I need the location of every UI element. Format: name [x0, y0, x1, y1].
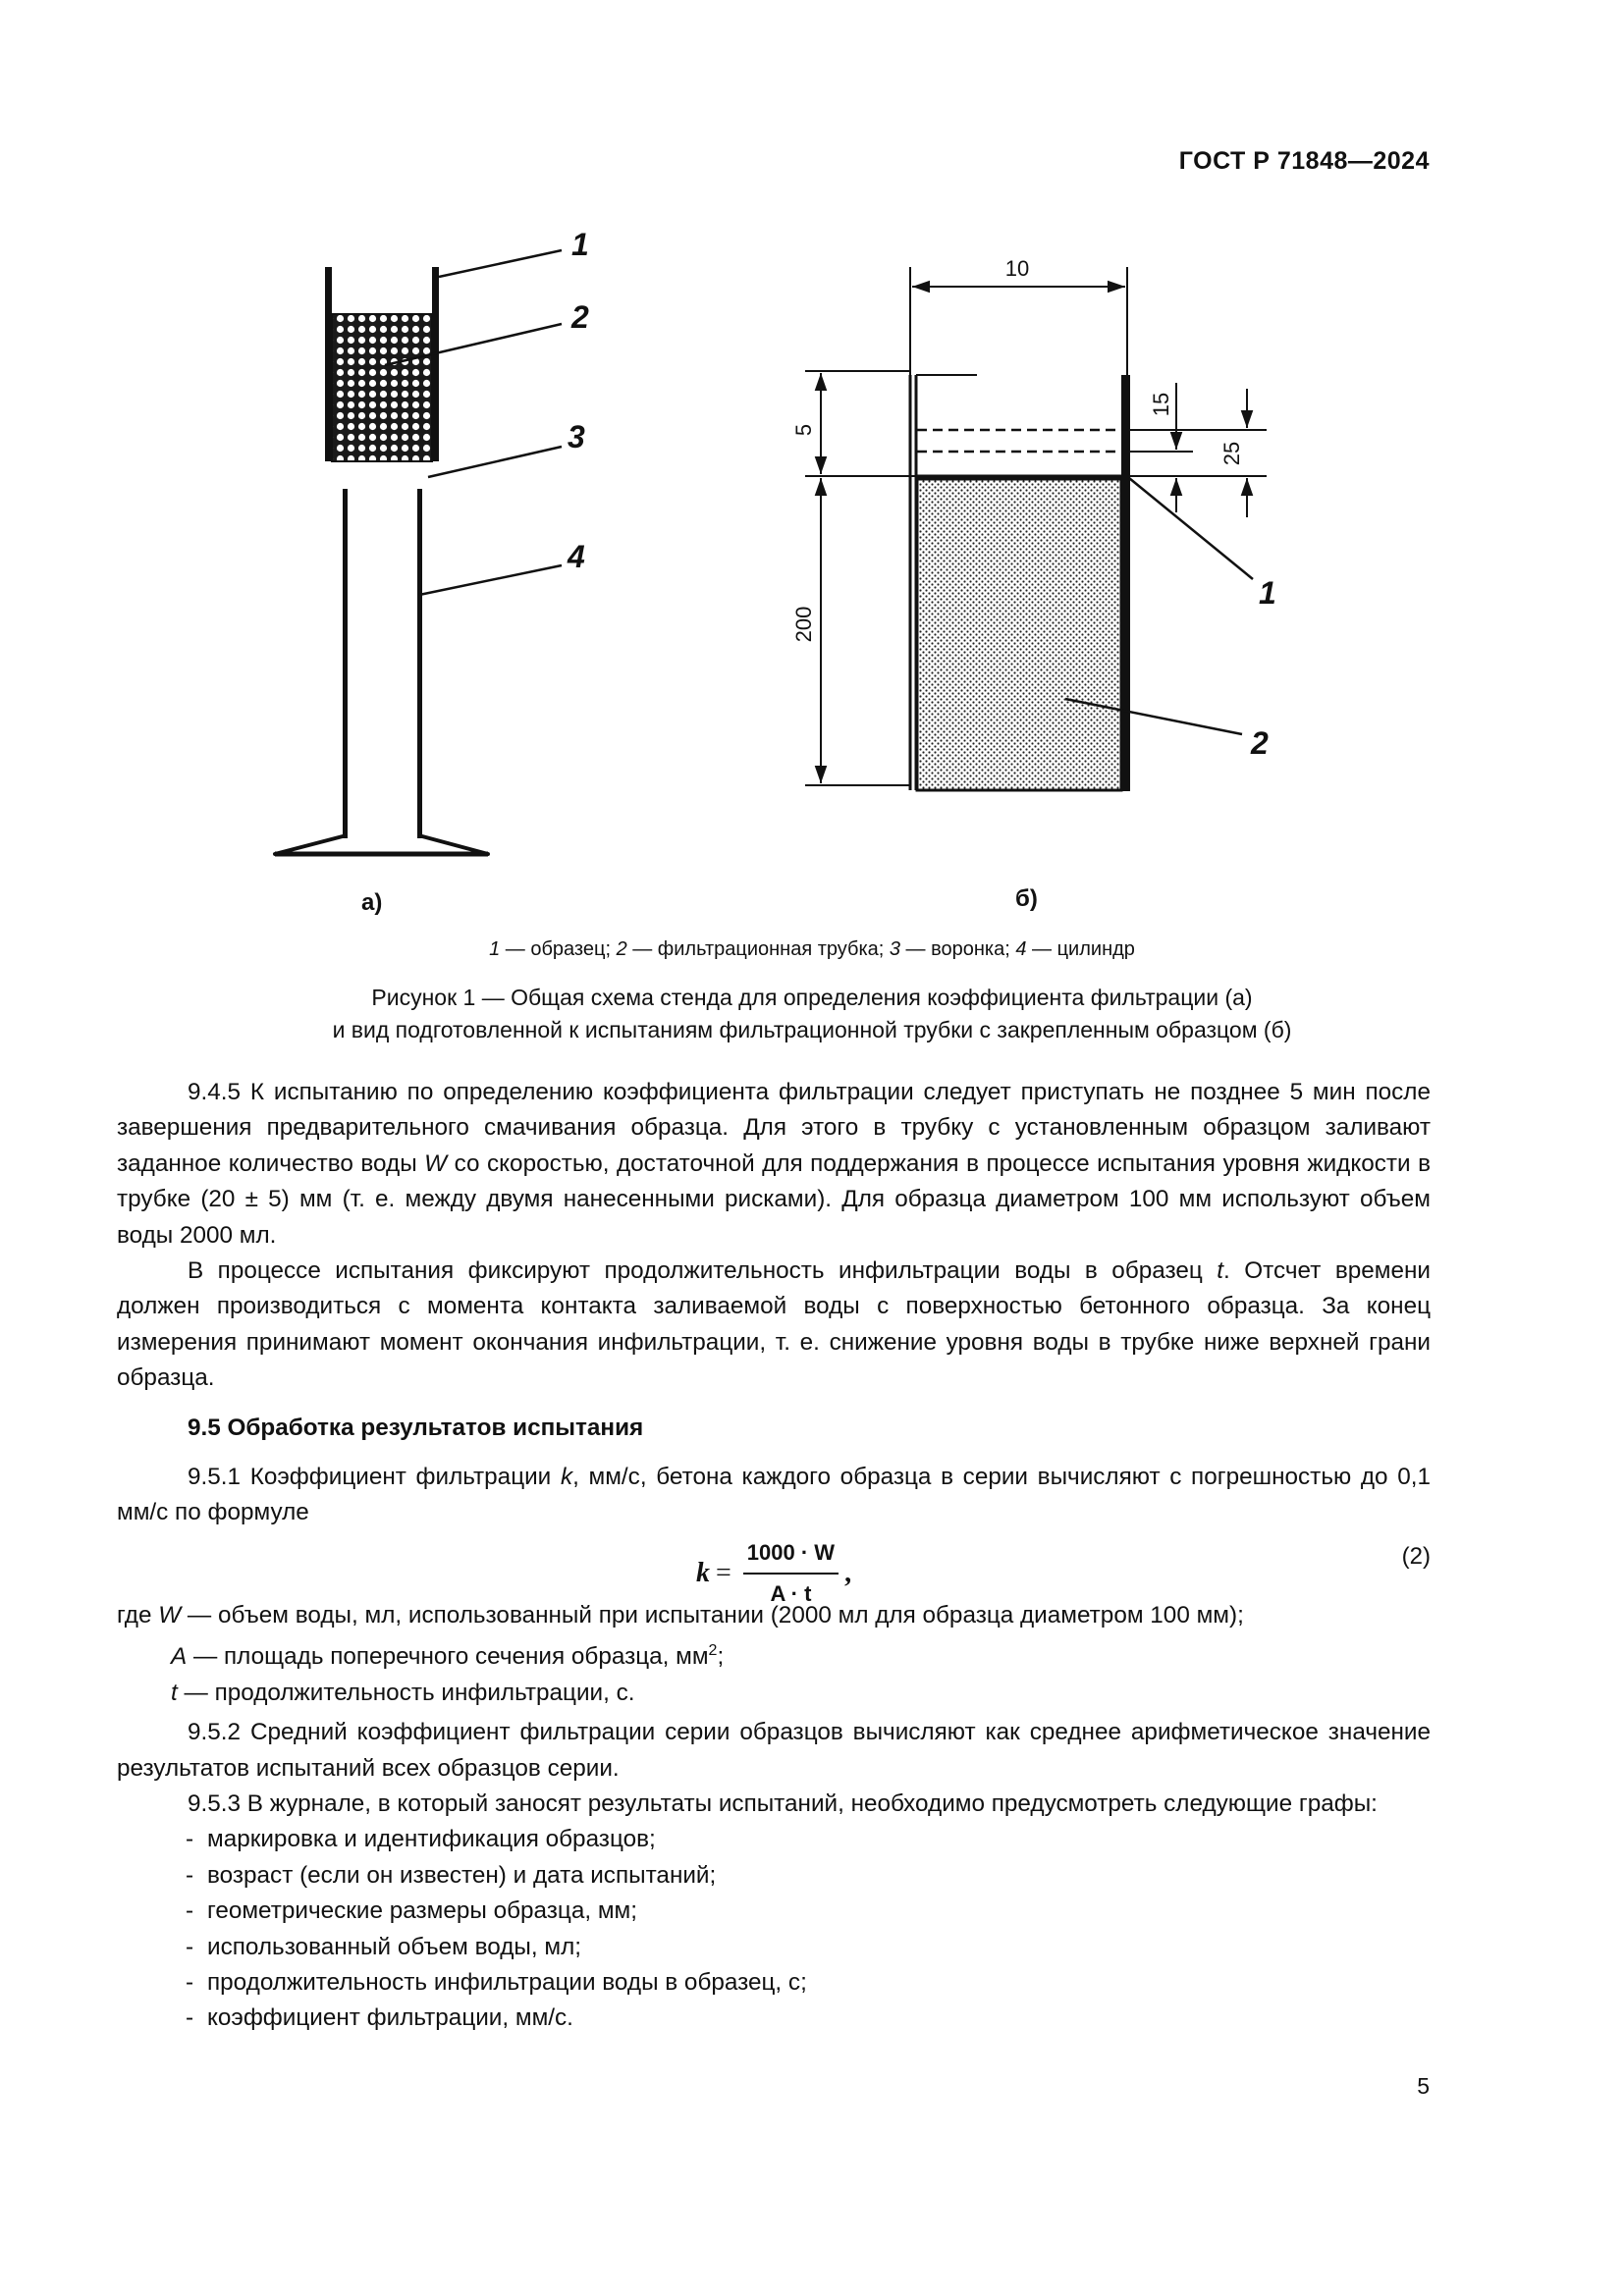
figure-part-a-label: а)	[361, 889, 383, 916]
tube-left-wall	[325, 267, 332, 461]
formula-expression: k = $\frac{1000 \cdot W}{A \cdot t}$ ,	[696, 1535, 851, 1613]
legend-text: — образец;	[500, 938, 617, 960]
list-item: - использованный объем воды, мл;	[186, 1930, 1431, 1965]
callout-a-1: 1	[571, 227, 589, 262]
list-item: - геометрические размеры образца, мм;	[186, 1894, 1431, 1929]
paragraph-9-4-5-cont: В процессе испытания фиксируют продолжительность инфильтрации воды в образец t. Отсчет времени должен производиться с момента контакта заливаемой воды с поверхностью бетонного образца. За конец измерения принимают момент окончания инфильтрации, т. е. снижение уровня воды в трубке ниже верхней грани образца.	[117, 1257, 1431, 1392]
document-code: ГОСТ Р 71848—2024	[1178, 147, 1430, 175]
journal-columns-list	[117, 1822, 1431, 2036]
dim-height: 200	[791, 606, 816, 643]
paragraph-9-5-3: 9.5.3 В журнале, в который заносят результаты испытаний, необходимо предусмотреть следующие графы:	[188, 1790, 1378, 1817]
legend-text: — фильтрационная трубка;	[626, 938, 890, 960]
def-t: t — продолжительность инфильтрации, с.	[171, 1679, 635, 1706]
dim-width: 10	[1004, 256, 1030, 281]
part-a-drawing	[275, 250, 562, 854]
paragraph-9-4-5: 9.4.5 К испытанию по определению коэффициента фильтрации следует приступать не позднее 5 мин после завершения предварительного смачивания образца. Для этого в трубку с установленным образцом заливают заданное количество воды W со скоростью, достаточной для поддержания в процессе испытания уровня жидкости в трубке (20 ± 5) мм (т. е. между двумя нанесенными рисками). Для образца диаметром 100 мм используют объем воды 2000 мл.	[117, 1079, 1431, 1249]
callout-a-2: 2	[571, 299, 589, 335]
callout-b-1: 1	[1259, 575, 1276, 611]
part-b-drawing	[805, 267, 1267, 791]
symbol-t: t	[1217, 1257, 1224, 1285]
dim-mark-15: 15	[1149, 392, 1173, 417]
callout-a-4: 4	[568, 539, 585, 574]
paragraph-9-5-1: 9.5.1 Коэффициент фильтрации k, мм/с, бетона каждого образца в серии вычисляют с погрешностью до 0,1 мм/с по формуле	[117, 1464, 1431, 1526]
symbol-w: W	[424, 1149, 448, 1177]
formula-fraction	[743, 1535, 839, 1613]
figure-caption	[0, 982, 1624, 1046]
caption-line-1: Рисунок 1 — Общая схема стенда для определения коэффициента фильтрации (а)	[371, 985, 1253, 1010]
legend-number: 4	[1015, 938, 1027, 960]
cylinder-left-wall	[343, 489, 348, 838]
formula-2	[117, 1531, 1431, 1607]
formula-numerator: 1000 · W	[743, 1535, 839, 1575]
list-item: - продолжительность инфильтрации воды в образец, с;	[186, 1965, 1431, 2001]
formula-denominator: A · t	[770, 1581, 812, 1607]
figure-part-b-label: б)	[1015, 885, 1038, 912]
callout-b-2: 2	[1251, 725, 1269, 761]
legend-number: 1	[489, 938, 501, 960]
section-heading-9-5: 9.5 Обработка результатов испытания	[188, 1414, 644, 1441]
formula-number: (2)	[1401, 1542, 1431, 1570]
list-item: - возраст (если он известен) и дата испытаний;	[186, 1858, 1431, 1894]
figure-1	[0, 0, 1624, 923]
sample-a	[332, 314, 432, 461]
legend-number: 3	[889, 938, 900, 960]
dim-mark-25: 25	[1219, 441, 1244, 466]
list-item: - коэффициент фильтрации, мм/с.	[186, 2001, 1431, 2036]
paragraph-9-5-2: 9.5.2 Средний коэффициент фильтрации серии образцов вычисляют как среднее арифметическое значение результатов испытаний всех образцов серии.	[117, 1719, 1431, 1782]
def-w: где W — объем воды, мл, использованный при испытании (2000 мл для образца диаметром 100 мм);	[117, 1601, 1244, 1629]
cylinder-base	[275, 836, 488, 854]
legend-number: 2	[616, 938, 627, 960]
def-a: A — площадь поперечного сечения образца, $мм^2$;	[171, 1642, 725, 1671]
page-number: 5	[1417, 2073, 1430, 2099]
callout-a-3: 3	[568, 419, 585, 454]
sample-b	[917, 476, 1121, 790]
tube-right-wall	[432, 267, 439, 461]
legend-text: — воронка;	[900, 938, 1016, 960]
symbol-k: k	[560, 1464, 573, 1491]
cylinder-right-wall	[417, 489, 422, 838]
caption-line-2: и вид подготовленной к испытаниям фильтрационной трубки с закрепленным образцом (б)	[332, 1017, 1292, 1042]
legend-text: — цилиндр	[1026, 938, 1135, 960]
where-definitions	[117, 1598, 1431, 1711]
figure-legend	[0, 938, 1624, 961]
dim-top-gap: 5	[791, 423, 816, 437]
list-item: - маркировка и идентификация образцов;	[186, 1822, 1431, 1857]
body-text	[117, 1075, 1431, 2037]
